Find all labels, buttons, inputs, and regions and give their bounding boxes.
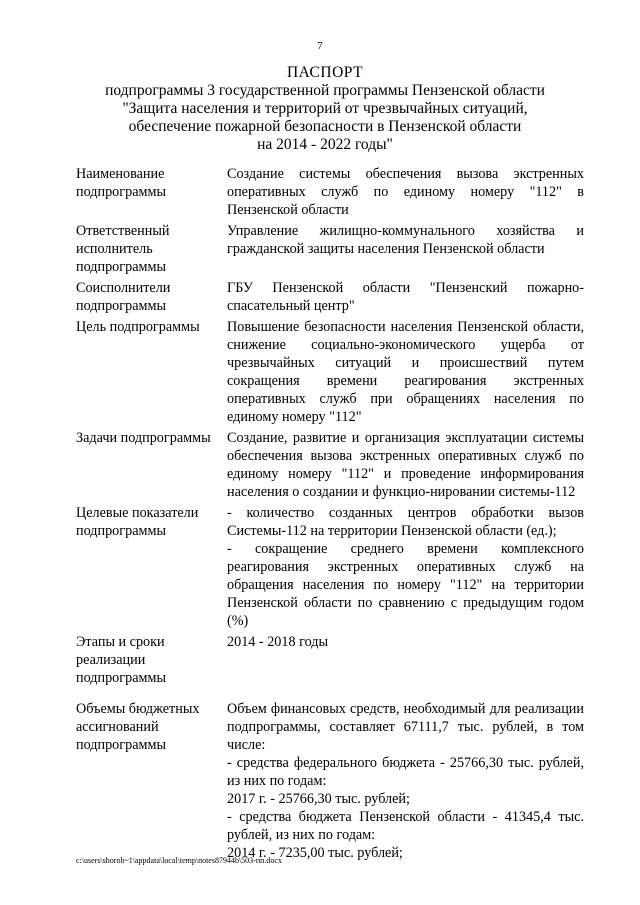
value-line: 2017 г. - 25766,30 тыс. рублей; bbox=[227, 791, 410, 807]
row-label: Задачи подпрограммы bbox=[76, 430, 211, 446]
heading-line-4: на 2014 - 2022 годы" bbox=[257, 136, 393, 153]
passport-table bbox=[76, 165, 584, 865]
heading-line-2: "Защита населения и территорий от чрезвычайных ситуаций, bbox=[122, 100, 528, 117]
row-value bbox=[227, 504, 584, 633]
value-line: - количество созданных центров обработки вызов Системы-112 на территории Пензенской области (ед.); bbox=[227, 505, 584, 539]
row-label: Наименование подпрограммы bbox=[76, 166, 166, 200]
row-value bbox=[227, 690, 584, 865]
row-stages bbox=[76, 633, 584, 690]
row-tasks bbox=[76, 429, 584, 504]
heading-line-1: подпрограммы 3 государственной программы Пензенской области bbox=[105, 82, 545, 99]
row-label: Ответственный исполнитель подпрограммы bbox=[76, 223, 170, 275]
value-line: - средства бюджета Пензенской области - 41345,4 тыс. рублей, из них по годам: bbox=[227, 809, 584, 843]
row-label: Цель подпрограммы bbox=[76, 319, 200, 335]
row-executor bbox=[76, 222, 584, 279]
value-line: 2014 г. - 7235,00 тыс. рублей; bbox=[227, 845, 403, 861]
footer-file-path: c:\users\shorob~1\appdata\local\temp\notes87944b\503-пп.docx bbox=[76, 856, 282, 865]
row-coexecutors bbox=[76, 279, 584, 318]
heading-line-3: обеспечение пожарной безопасности в Пензенской области bbox=[128, 118, 522, 135]
row-label: Целевые показатели подпрограммы bbox=[76, 505, 199, 539]
document-heading bbox=[60, 64, 590, 154]
row-value: 2014 - 2018 годы bbox=[227, 634, 329, 650]
row-value: Управление жилищно-коммунального хозяйства и гражданской защиты населения Пензенской области bbox=[227, 223, 584, 257]
row-value: Создание системы обеспечения вызова экстренных оперативных служб по единому номеру "112" в Пензенской области bbox=[227, 166, 584, 218]
row-budget bbox=[76, 690, 584, 865]
row-label: Соисполнители подпрограммы bbox=[76, 280, 171, 314]
row-value: Повышение безопасности населения Пензенской области, снижение социально-экономического ущерба от чрезвычайных ситуаций и происшествий путем сокращения времени реагирования экстренных оперативных служб при обращениях населения по единому номеру "112" bbox=[227, 319, 584, 425]
value-line: Объем финансовых средств, необходимый для реализации подпрограммы, составляет 67111,7 тыс. рублей, в том числе: bbox=[227, 701, 584, 753]
value-line: - средства федерального бюджета - 25766,30 тыс. рублей, из них по годам: bbox=[227, 755, 584, 789]
row-label: Этапы и сроки реализации подпрограммы bbox=[76, 634, 166, 686]
row-value: ГБУ Пензенской области "Пензенский пожарно-спасательный центр" bbox=[227, 280, 584, 314]
row-name bbox=[76, 165, 584, 222]
value-line: - сокращение среднего времени комплексного реагирования экстренных оперативных служб на обращения населения по номеру "112" на территории Пензенской области по сравнению с предыдущим годом (%) bbox=[227, 541, 584, 629]
page-number: 7 bbox=[317, 40, 323, 52]
row-label: Объемы бюджетных ассигнований подпрограммы bbox=[76, 701, 200, 753]
row-indicators bbox=[76, 504, 584, 633]
document-title: ПАСПОРТ bbox=[286, 64, 364, 81]
row-goal bbox=[76, 318, 584, 429]
row-value: Создание, развитие и организация эксплуатации системы обеспечения вызова экстренных оперативных служб по единому номеру "112" и проведение информирования населения о создании и функцио-нировании системы-112 bbox=[227, 430, 584, 500]
